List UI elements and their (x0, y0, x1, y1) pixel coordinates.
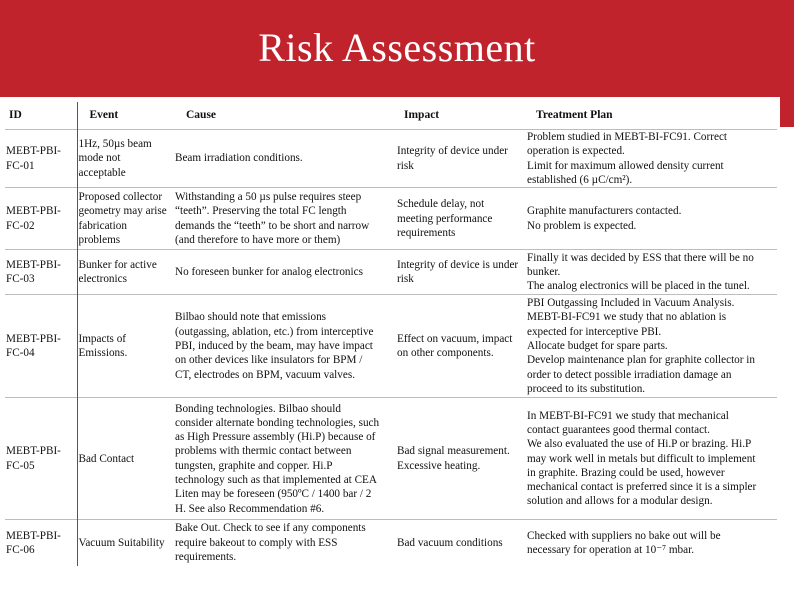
risk-id: MEBT-PBI- FC-01 (5, 130, 77, 188)
risk-cause: Bonding technologies. Bilbao should consider alternate bonding technologies, such as High Pressure assembly (Hi.P) because of problems with thermic contact between tungsten, graphite and copper. Hi.P technology such as that implemented at CEA Liten may be foreseen (950ºC / 1400 bar / 2 H. See also Recommendation #6. (174, 398, 396, 520)
accent-bar (780, 97, 794, 127)
risk-cause: Withstanding a 50 µs pulse requires steep “teeth”. Preserving the total FC length demands the “teeth” to be short and narrow (and therefore to have more or them) (174, 188, 396, 250)
slide-title: Risk Assessment (258, 25, 536, 70)
risk-event: Vacuum Suitability (77, 520, 174, 566)
risk-treatment: Graphite manufacturers contacted. No problem is expected. (526, 188, 777, 250)
header-impact: Impact (404, 109, 440, 122)
risk-id: MEBT-PBI- FC-05 (5, 398, 77, 520)
table-row (5, 130, 777, 188)
risk-cause: Bilbao should note that emissions (outgassing, ablation, etc.) from interceptive PBI, induced by the beam, may have impact on other devices like insulators for BPM / CT, electrodes on BPM, vacuum valves. (174, 295, 396, 398)
risk-impact: Effect on vacuum, impact on other components. (396, 295, 526, 398)
risk-cause: Beam irradiation conditions. (174, 130, 396, 188)
header-id: ID (5, 102, 77, 130)
table-row (5, 520, 777, 566)
header-row (5, 102, 777, 130)
risk-impact: Bad vacuum conditions (396, 520, 526, 566)
risk-id: MEBT-PBI- FC-06 (5, 520, 77, 566)
header-event: Event (89, 109, 119, 122)
title-banner (0, 0, 794, 97)
risk-event: Impacts of Emissions. (77, 295, 174, 398)
risk-treatment: Checked with suppliers no bake out will be necessary for operation at 10⁻⁷ mbar. (526, 520, 777, 566)
risk-treatment: In MEBT-BI-FC91 we study that mechanical contact guarantees good thermal contact. We also evaluated the use of Hi.P or brazing. Hi.P may work well in metals but difficult to implement in graphite. Brazing could be used, however mechanical contact is preferred since it is a simpler solution and allows for a modular design. (526, 398, 777, 520)
risk-impact: Integrity of device is under risk (396, 250, 526, 295)
risk-cause: Bake Out. Check to see if any components require bakeout to comply with ESS requirements. (174, 520, 396, 566)
risk-table (5, 102, 777, 566)
risk-cause: No foreseen bunker for analog electronics (174, 250, 396, 295)
table-row (5, 295, 777, 398)
table-row (5, 398, 777, 520)
table-row (5, 250, 777, 295)
table-row (5, 188, 777, 250)
risk-event: Bad Contact (77, 398, 174, 520)
risk-id: MEBT-PBI- FC-04 (5, 295, 77, 398)
risk-id: MEBT-PBI- FC-03 (5, 250, 77, 295)
risk-impact: Integrity of device under risk (396, 130, 526, 188)
risk-impact: Schedule delay, not meeting performance requirements (396, 188, 526, 250)
header-treatment: Treatment Plan (536, 109, 613, 122)
header-cause: Cause (186, 109, 217, 122)
risk-impact: Bad signal measurement. Excessive heating. (396, 398, 526, 520)
risk-treatment: PBI Outgassing Included in Vacuum Analysis. MEBT-BI-FC91 we study that no ablation is expected for interceptive PBI. Allocate budget for spare parts. Develop maintenance plan for graphite collector in order to detect possible irradiation damage an proceed to its substitution. (526, 295, 777, 398)
risk-event: 1Hz, 50µs beam mode not acceptable (77, 130, 174, 188)
risk-event: Bunker for active electronics (77, 250, 174, 295)
risk-treatment: Finally it was decided by ESS that there will be no bunker. The analog electronics will be placed in the tunel. (526, 250, 777, 295)
risk-treatment: Problem studied in MEBT-BI-FC91. Correct operation is expected. Limit for maximum allowed density current established (6 µC/cm²). (526, 130, 777, 188)
risk-id: MEBT-PBI- FC-02 (5, 188, 77, 250)
risk-event: Proposed collector geometry may arise fabrication problems (77, 188, 174, 250)
